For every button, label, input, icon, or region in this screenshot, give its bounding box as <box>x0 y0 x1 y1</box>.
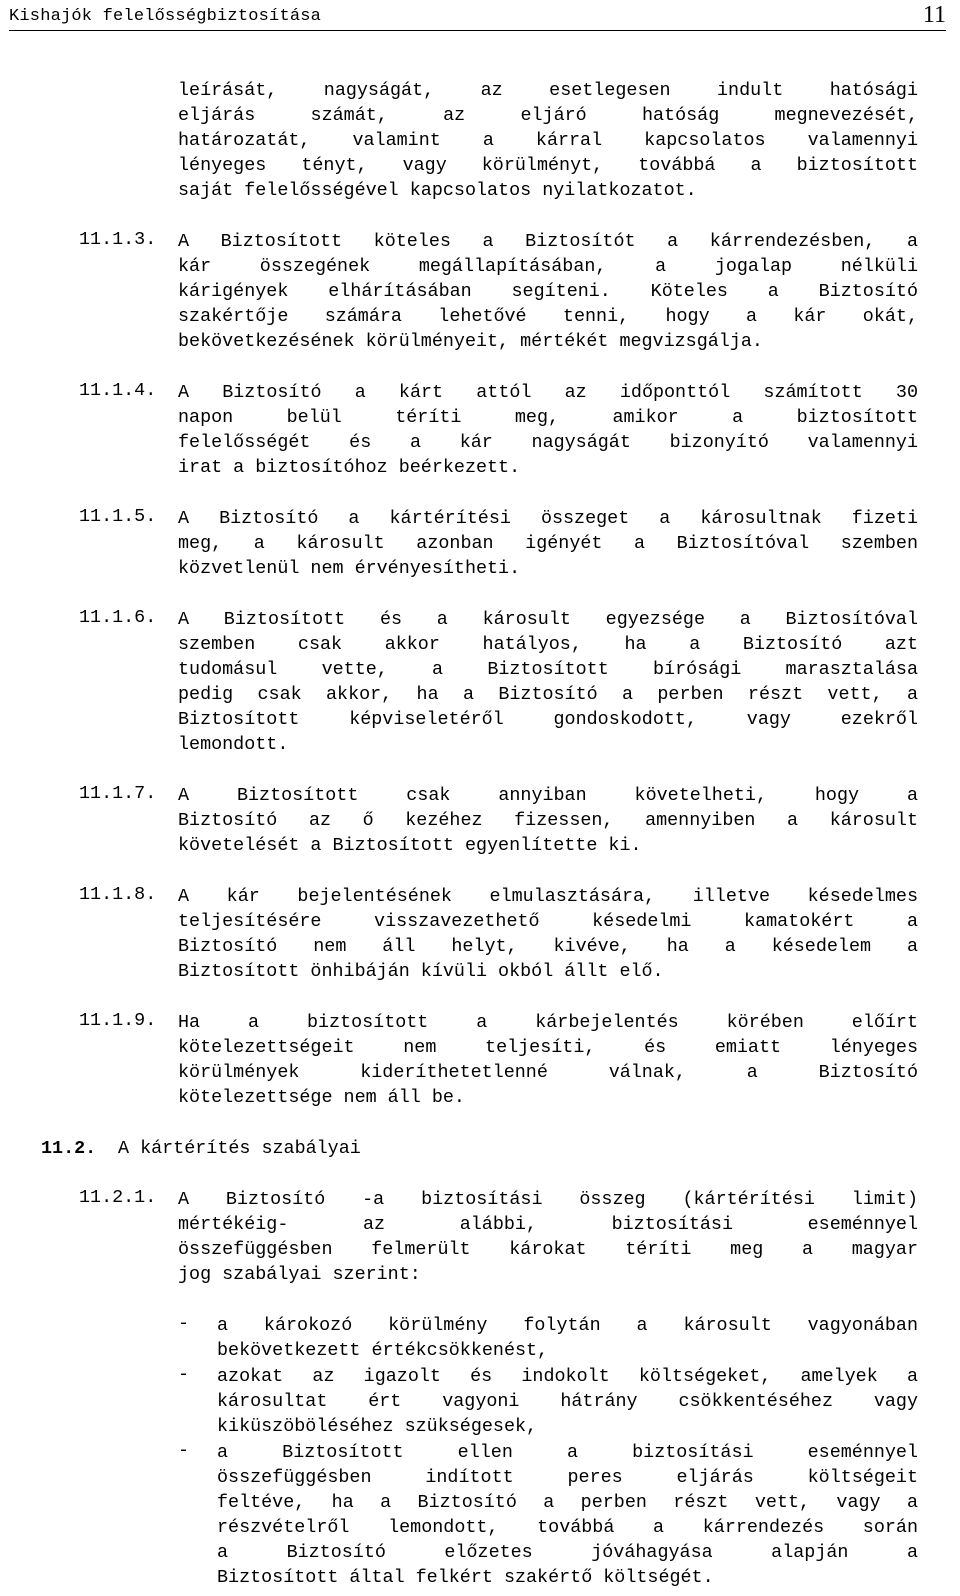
paragraph-11-1-9 <box>0 1010 960 1110</box>
text-line: részvételről lemondott, továbbá a kárrendezés során <box>217 1517 918 1538</box>
paragraph-11-1-3 <box>0 229 960 354</box>
page-number: 11 <box>922 2 946 28</box>
list-dash: - <box>178 1364 190 1385</box>
text-line: bekövetkezésének körülményeit, mértékét megvizsgálja. <box>178 331 763 352</box>
section-title: A kártérítés szabályai <box>118 1138 361 1159</box>
list-dash: - <box>178 1313 190 1334</box>
section-number: 11.2. <box>41 1138 97 1159</box>
text-line: A Biztosított és a károsult egyezsége a Biztosítóval <box>178 609 918 630</box>
paragraph-11-1-8 <box>0 884 960 984</box>
text-line: kiküszöböléséhez szükségesek, <box>217 1416 538 1437</box>
section-heading <box>0 1136 960 1161</box>
text-line: jog szabályai szerint: <box>178 1264 421 1285</box>
text-line: kárigények elhárításában segíteni. Köteles a Biztosító <box>178 281 918 302</box>
paragraph-11-1-6 <box>0 607 960 757</box>
list-dash: - <box>178 1440 190 1461</box>
text-line: napon belül téríti meg, amikor a biztosított <box>178 407 918 428</box>
text-line: Biztosító az ő kezéhez fizessen, amennyiben a károsult <box>178 810 918 831</box>
text-line: Biztosító nem áll helyt, kivéve, ha a késedelem a <box>178 936 918 957</box>
paragraph-number: 11.1.3. <box>79 229 157 250</box>
paragraph-11-1-7 <box>0 783 960 858</box>
text-line: lényeges tényt, vagy körülményt, továbbá a biztosított <box>178 155 918 176</box>
paragraph-number: 11.1.6. <box>79 607 157 628</box>
text-line: Biztosított által felkért szakértő költségét. <box>217 1567 714 1588</box>
list-item <box>178 1313 918 1363</box>
text-line: károsultat ért vagyoni hátrány csökkentéséhez vagy <box>217 1391 918 1412</box>
header-title: Kishajók felelősségbiztosítása <box>9 7 322 26</box>
paragraph-number: 11.1.9. <box>79 1010 157 1031</box>
text-line: mértékéig- az alábbi, biztosítási eseménnyel <box>178 1214 918 1235</box>
text-line: A Biztosító a kárt attól az időponttól számított 30 <box>178 382 918 403</box>
text-line: követelését a Biztosított egyenlítette ki. <box>178 835 642 856</box>
paragraph-number: 11.2.1. <box>79 1187 157 1208</box>
text-line: körülmények kideríthetetlenné válnak, a Biztosító <box>178 1062 918 1083</box>
text-line: bekövetkezett értékcsökkenést, <box>217 1340 549 1361</box>
text-line: saját felelősségével kapcsolatos nyilatkozatot. <box>178 180 697 201</box>
text-line: felelősségét és a kár nagyságát bizonyító valamennyi <box>178 432 918 453</box>
text-line: határozatát, valamint a kárral kapcsolatos valamennyi <box>178 130 918 151</box>
text-line: A Biztosított köteles a Biztosítót a kárrendezésben, a <box>178 231 918 252</box>
text-line: lemondott. <box>178 734 289 755</box>
paragraph-number: 11.1.8. <box>79 884 157 905</box>
list-item <box>178 1440 918 1590</box>
text-line: teljesítésére visszavezethető késedelmi kamatokért a <box>178 911 918 932</box>
text-line: szemben csak akkor hatályos, ha a Biztosító azt <box>178 634 918 655</box>
text-line: összefüggésben indított peres eljárás költségeit <box>217 1467 918 1488</box>
text-line: a Biztosított ellen a biztosítási eseménnyel <box>217 1442 918 1463</box>
paragraph-11-2-1 <box>0 1187 960 1287</box>
list-item <box>178 1364 918 1439</box>
text-line: Ha a biztosított a kárbejelentés körében előírt <box>178 1012 918 1033</box>
text-line: összefüggésben felmerült károkat téríti meg a magyar <box>178 1239 918 1260</box>
text-line: Biztosított önhibáján kívüli okból állt elő. <box>178 961 664 982</box>
text-line: a károkozó körülmény folytán a károsult vagyonában <box>217 1315 918 1336</box>
text-line: meg, a károsult azonban igényét a Biztosítóval szemben <box>178 533 918 554</box>
text-line: kár összegének megállapításában, a jogalap nélküli <box>178 256 918 277</box>
text-line: leírását, nagyságát, az esetlegesen indult hatósági <box>178 80 918 101</box>
text-line: pedig csak akkor, ha a Biztosító a perben részt vett, a <box>178 684 918 705</box>
text-line: A kár bejelentésének elmulasztására, illetve késedelmes <box>178 886 918 907</box>
page-header <box>9 4 946 31</box>
document-body <box>0 78 960 1591</box>
text-line: kötelezettségeit nem teljesíti, és emiatt lényeges <box>178 1037 918 1058</box>
text-line: A Biztosító -a biztosítási összeg (kártérítési limit) <box>178 1189 918 1210</box>
text-line: a Biztosító előzetes jóváhagyása alapján a <box>217 1542 918 1563</box>
text-line: szakértője számára lehetővé tenni, hogy a kár okát, <box>178 306 918 327</box>
text-line: eljárás számát, az eljáró hatóság megnevezését, <box>178 105 918 126</box>
text-line: kötelezettsége nem áll be. <box>178 1087 465 1108</box>
text-line: A Biztosított csak annyiban követelheti, hogy a <box>178 785 918 806</box>
text-line: A Biztosító a kártérítési összeget a károsultnak fizeti <box>178 508 918 529</box>
paragraph-number: 11.1.4. <box>79 380 157 401</box>
text-line: közvetlenül nem érvényesítheti. <box>178 558 521 579</box>
paragraph-11-1-5 <box>0 506 960 581</box>
paragraph-number: 11.1.5. <box>79 506 157 527</box>
continuation-paragraph <box>0 78 960 203</box>
text-line: feltéve, ha a Biztosító a perben részt vett, vagy a <box>217 1492 918 1513</box>
text-line: Biztosított képviseletéről gondoskodott, vagy ezekről <box>178 709 918 730</box>
paragraph-number: 11.1.7. <box>79 783 157 804</box>
text-line: irat a biztosítóhoz beérkezett. <box>178 457 521 478</box>
text-line: azokat az igazolt és indokolt költségeket, amelyek a <box>217 1366 918 1387</box>
paragraph-11-1-4 <box>0 380 960 480</box>
text-line: tudomásul vette, a Biztosított bírósági marasztalása <box>178 659 918 680</box>
